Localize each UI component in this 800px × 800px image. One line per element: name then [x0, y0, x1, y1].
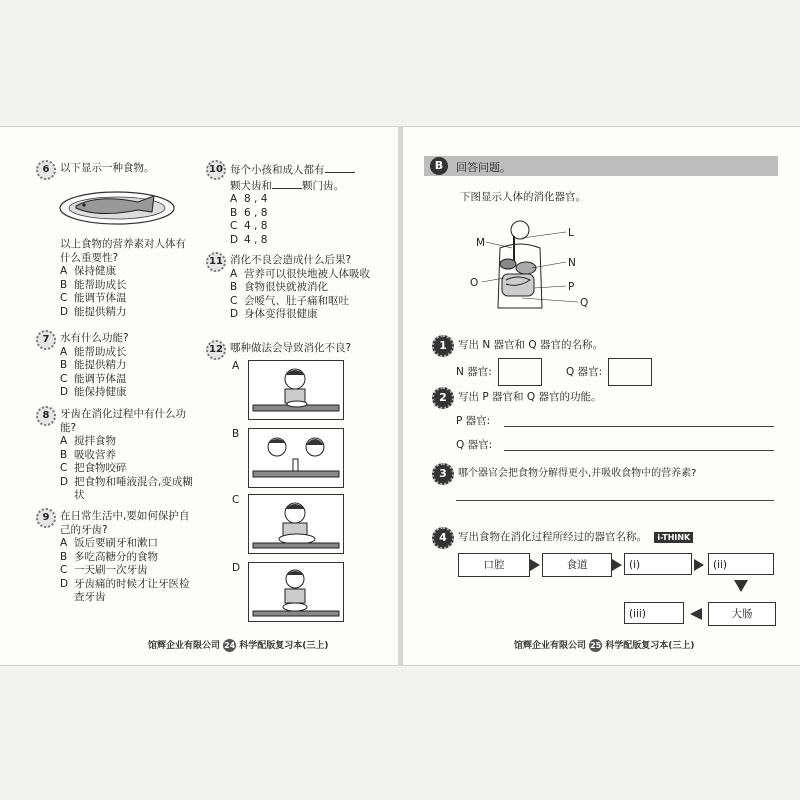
label-p: P [568, 281, 575, 293]
page-number: 25 [590, 641, 602, 650]
option-b[interactable]: B 多吃高糖分的食物 [60, 550, 158, 563]
n-organ-answer: N 器官: [456, 358, 542, 386]
question-4: 4 写出食物在消化过程所经过的器官名称。 i-THINK [432, 530, 772, 545]
question-2: 2 写出 P 器官和 Q 器官的功能。 [432, 390, 772, 404]
option-a[interactable]: A 营养可以很快地被人体吸收 [230, 267, 370, 280]
option-b[interactable]: B 能帮助成长 [60, 278, 127, 291]
question-number: 6 [36, 160, 56, 180]
flow-box-ii[interactable]: (ii) [708, 553, 774, 575]
question-prompt: 以上食物的营养素对人体有什么重要性? [60, 238, 186, 264]
question-1: 1 写出 N 器官和 Q 器官的名称。 [432, 338, 772, 352]
question-8: 8 牙齿在消化过程中有什么功能? A 搅拌食物 B 吸收营养 C 把食物咬碎 D 把食物和唾液混合,变成糊状 [36, 408, 196, 503]
flow-box-esophagus: 食道 [542, 553, 612, 577]
option-c[interactable]: C 一天刷一次牙齿 [60, 564, 148, 576]
label-q: Q [580, 297, 589, 309]
question-9: 9 在日常生活中,要如何保护自己的牙齿? A 饭后要刷牙和漱口 B 多吃高糖分的食物 C 一天刷一次牙齿 D 牙齿痛的时候才让牙医检查牙齿 [36, 510, 196, 605]
option-c-label: C [232, 494, 240, 506]
flow-box-iii[interactable]: (iii) [624, 602, 684, 624]
option-a[interactable]: A 能帮助成长 [60, 345, 127, 358]
arrow-down-icon [734, 580, 748, 592]
option-a[interactable]: A 8 , 4 [230, 193, 268, 205]
label-l: L [568, 227, 574, 239]
arrow-right-icon [530, 559, 540, 571]
question-7: 7 水有什么功能? A 能帮助成长 B 能提供精力 C 能调节体温 D 能保持健康 [36, 332, 196, 400]
question-text: 以下显示一种食物。 [60, 162, 155, 174]
option-b[interactable]: B 6 , 8 [230, 206, 268, 219]
question-12: 12 哪种做法会导致消化不良? [206, 342, 386, 356]
i-think-badge: i-THINK [654, 532, 693, 543]
option-c[interactable]: C 能调节体温 [60, 292, 127, 304]
q-organ-label: Q 器官: [456, 439, 493, 451]
option-c[interactable]: C 会嗳气、肚子痛和呕吐 [230, 294, 349, 307]
fish-dish-image [58, 186, 176, 226]
section-letter: B [430, 157, 448, 175]
right-footer: 馆辉企业有限公司 25 科学配版复习本(三上) [514, 641, 695, 651]
option-d[interactable]: D 把食物和唾液混合,变成糊状 [60, 475, 193, 501]
option-b[interactable]: B 食物很快就被消化 [230, 281, 328, 293]
q-organ-answer: Q 器官: [566, 358, 652, 386]
option-b[interactable]: B 吸收营养 [60, 448, 116, 461]
option-a-label: A [232, 360, 240, 372]
option-b-label: B [232, 428, 240, 440]
p-organ-answer-line[interactable] [504, 426, 774, 427]
arrow-left-icon [690, 608, 702, 620]
page-number: 24 [224, 641, 236, 650]
question-3: 3 哪个器官会把食物分解得更小,并吸收食物中的营养素? [432, 466, 772, 481]
section-header [424, 156, 778, 176]
p-organ-label: P 器官: [456, 415, 491, 427]
intro-text: 下图显示人体的消化器官。 [460, 191, 586, 203]
flow-box-i[interactable]: (i) [624, 553, 692, 575]
flow-box-large-intestine: 大肠 [708, 602, 776, 626]
question-11: 11 消化不良会造成什么后果? A 营养可以很快地被人体吸收 B 食物很快就被消化 C 会嗳气、肚子痛和呕吐 D 身体变得很健康 [206, 254, 386, 322]
arrow-right-icon [694, 559, 704, 571]
option-c[interactable]: C 把食物咬碎 [60, 462, 127, 474]
label-n: N [568, 257, 576, 269]
q-organ-box[interactable] [608, 358, 652, 386]
label-o: O [470, 277, 479, 289]
arrow-right-icon [612, 559, 622, 571]
question-3-answer-line[interactable] [456, 500, 774, 501]
book-spine [398, 126, 402, 666]
question-6-choices [36, 238, 196, 319]
picture-a-boy-eating[interactable] [248, 360, 344, 420]
section-title: 回答问题。 [456, 161, 511, 174]
picture-d-child-eating[interactable] [248, 562, 344, 622]
option-a[interactable]: A 饭后要刷牙和漱口 [60, 537, 158, 549]
answer-blank[interactable] [325, 162, 355, 173]
option-b[interactable]: B 能提供精力 [60, 359, 127, 371]
option-d[interactable]: D 能提供精力 [60, 305, 127, 318]
answer-blank[interactable] [272, 178, 302, 189]
option-a[interactable]: A 搅拌食物 [60, 435, 116, 447]
q-organ-answer-line[interactable] [504, 450, 774, 451]
option-a[interactable]: A 保持健康 [60, 265, 116, 277]
option-c[interactable]: C 能调节体温 [60, 372, 127, 385]
option-d-label: D [232, 562, 241, 574]
question-6 [36, 162, 196, 176]
picture-c-child-eating-noodles[interactable] [248, 494, 344, 554]
left-footer: 馆辉企业有限公司 24 科学配版复习本(三上) [148, 641, 329, 651]
option-d[interactable]: D 身体变得很健康 [230, 308, 318, 320]
picture-b-two-children[interactable] [248, 428, 344, 488]
label-m: M [476, 237, 486, 249]
n-organ-box[interactable] [498, 358, 542, 386]
option-c[interactable]: C 4 , 8 [230, 220, 268, 232]
option-d[interactable]: D 能保持健康 [60, 386, 127, 398]
option-d[interactable]: D 4 , 8 [230, 233, 268, 246]
question-10: 10 每个小孩和成人都有 颗犬齿和 颗门齿。 A 8 , 4 B 6 , 8 C 4 , 8 D 4 , 8 [206, 162, 386, 247]
option-d[interactable]: D 牙齿痛的时候才让牙医检查牙齿 [60, 577, 190, 603]
flow-box-mouth: 口腔 [458, 553, 530, 577]
